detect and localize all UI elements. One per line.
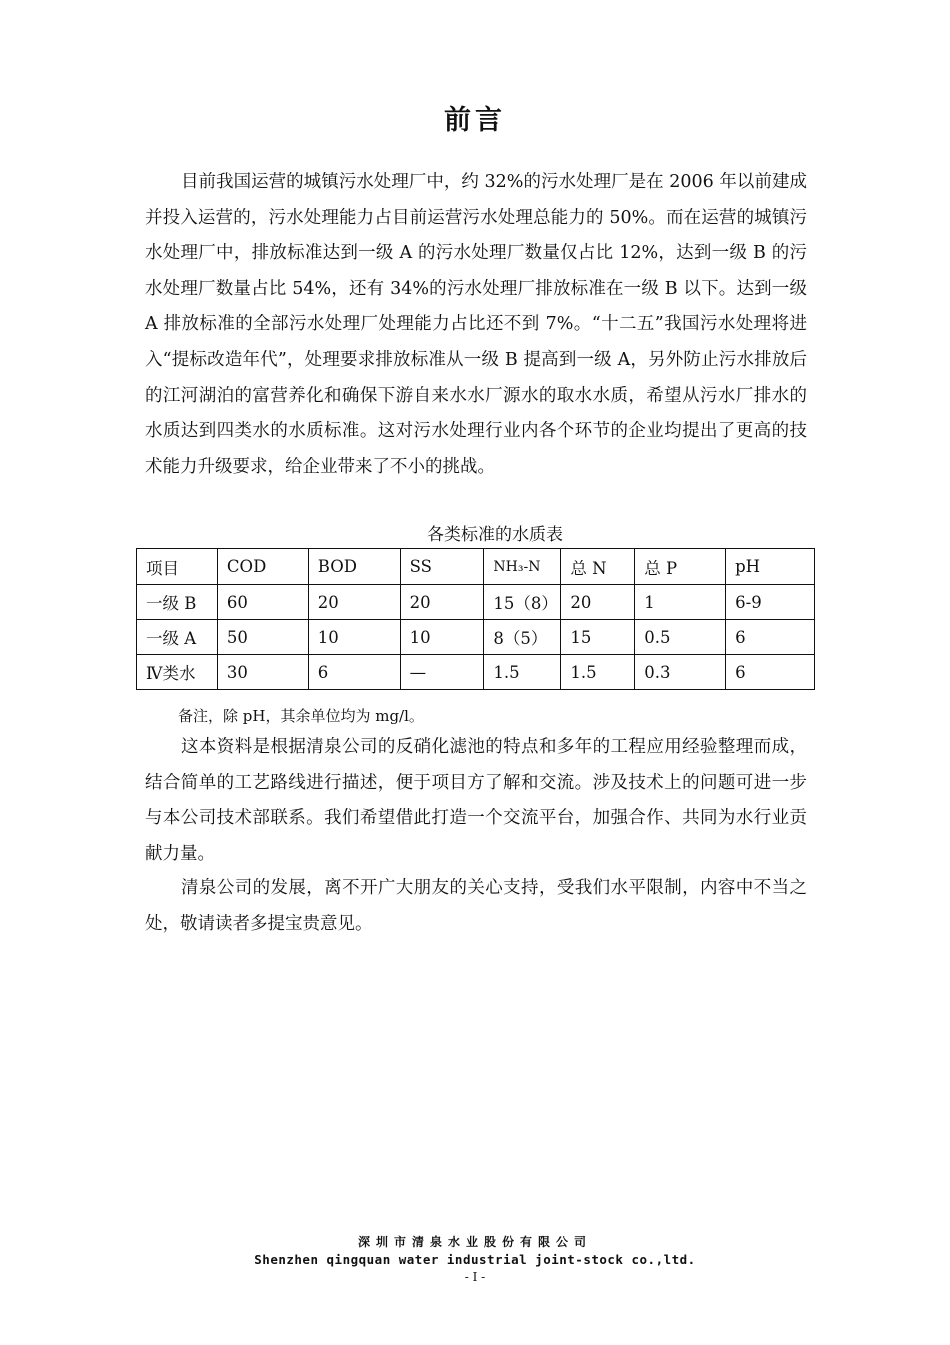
table-header-row	[137, 549, 815, 585]
table-cell: 6-9	[726, 585, 815, 620]
table-row	[137, 585, 815, 620]
page-title: 前言	[444, 105, 506, 136]
header-cell-ss: SS	[400, 549, 484, 585]
water-quality-table	[136, 548, 815, 690]
table-cell: 1.5	[561, 655, 635, 690]
table-cell: 20	[561, 585, 635, 620]
table-note: 备注，除 pH，其余单位均为 mg/l。	[178, 707, 424, 725]
page-number: - I -	[464, 1270, 486, 1284]
table-cell: —	[400, 655, 484, 690]
table-cell: 60	[217, 585, 308, 620]
table-caption: 各类标准的水质表	[427, 525, 563, 545]
table-row	[137, 655, 815, 690]
header-cell-ph: pH	[726, 549, 815, 585]
table-cell: 20	[400, 585, 484, 620]
purpose-paragraph: 这本资料是根据清泉公司的反硝化滤池的特点和多年的工程应用经验整理而成，结合简单的工艺路线进行描述，便于项目方了解和交流。涉及技术上的问题可进一步与本公司技术部联系。我们希望借此打造一个交流平台，加强合作、共同为水行业贡献力量。	[145, 737, 807, 864]
table-cell: 1	[635, 585, 726, 620]
table-cell: 50	[217, 620, 308, 655]
closing-paragraph: 清泉公司的发展，离不开广大朋友的关心支持，受我们水平限制，内容中不当之处，敬请读者多提宝贵意见。	[145, 878, 807, 934]
table-cell: 一级 B	[137, 585, 218, 620]
table-cell: 8（5）	[484, 620, 561, 655]
header-cell-bod: BOD	[308, 549, 400, 585]
header-cell-nh3n: NH₃-N	[484, 549, 561, 585]
table-cell: 0.5	[635, 620, 726, 655]
table-cell: 30	[217, 655, 308, 690]
header-cell-cod: COD	[217, 549, 308, 585]
table-cell: 15	[561, 620, 635, 655]
header-cell-total-p: 总 P	[635, 549, 726, 585]
footer-company-cn: 深圳市清泉水业股份有限公司	[357, 1235, 592, 1249]
header-cell-item: 项目	[137, 549, 218, 585]
table-cell: 10	[308, 620, 400, 655]
table-cell: Ⅳ类水	[137, 655, 218, 690]
table-cell: 6	[308, 655, 400, 690]
table-row	[137, 620, 815, 655]
table-cell: 6	[726, 620, 815, 655]
table-cell: 20	[308, 585, 400, 620]
intro-paragraph: 目前我国运营的城镇污水处理厂中，约 32%的污水处理厂是在 2006 年以前建成并投入运营的，污水处理能力占目前运营污水处理总能力的 50%。而在运营的城镇污水处理厂中，排放标准达到一级 A 的污水处理厂数量仅占比 12%，达到一级 B 的污水处理厂数量占比 54%，还有 34%的污水处理厂排放标准在一级 B 以下。达到一级 A 排放标准的全部污水处理厂处理能力占比还不到 7%。“十二五”我国污水处理将进入“提标改造年代”，处理要求排放标准从一级 B 提高到一级 A，另外防止污水排放后的江河湖泊的富营养化和确保下游自来水水厂源水的取水水质，希望从污水厂排水的水质达到四类水的水质标准。这对污水处理行业内各个环节的企业均提出了更高的技术能力升级要求，给企业带来了不小的挑战。	[145, 172, 807, 477]
table-cell: 15（8）	[484, 585, 561, 620]
table-cell: 6	[726, 655, 815, 690]
footer-company-en: Shenzhen qingquan water industrial joint-stock co.,ltd.	[254, 1252, 696, 1267]
table-cell: 1.5	[484, 655, 561, 690]
table-cell: 0.3	[635, 655, 726, 690]
header-cell-total-n: 总 N	[561, 549, 635, 585]
table-cell: 10	[400, 620, 484, 655]
table-cell: 一级 A	[137, 620, 218, 655]
